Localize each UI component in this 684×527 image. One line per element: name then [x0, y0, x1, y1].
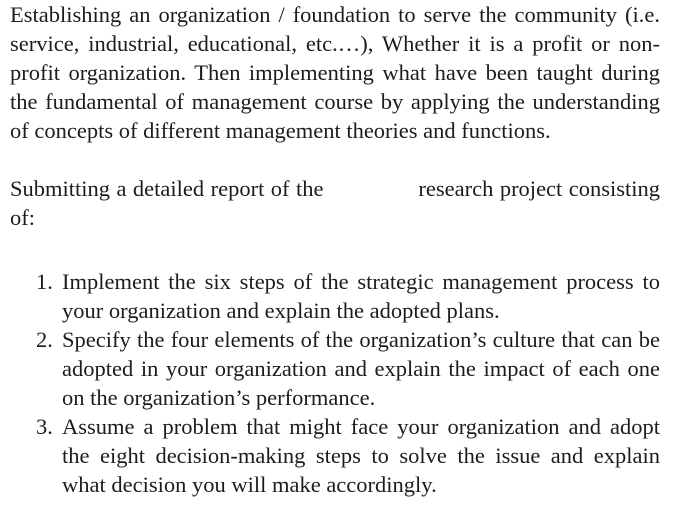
task-number: 3. — [36, 414, 53, 439]
task-text: Specify the four elements of the organization’s culture that can be adopted in your organization and explain the impact of each one on the organization’s performance. — [62, 327, 660, 410]
task-number: 2. — [36, 327, 53, 352]
task-list — [10, 267, 660, 499]
task-item-3 — [10, 412, 660, 499]
task-item-2 — [10, 325, 660, 412]
report-text-before: Submitting a detailed report of the — [10, 176, 324, 201]
task-item-1 — [10, 267, 660, 325]
task-number: 1. — [36, 269, 53, 294]
report-paragraph — [10, 174, 660, 232]
report-text-after: research project consisting of: — [10, 176, 661, 230]
assignment-document — [10, 0, 660, 499]
task-text: Implement the six steps of the strategic management process to your organization and explain the adopted plans. — [62, 269, 660, 323]
task-text: Assume a problem that might face your organization and adopt the eight decision-making steps to solve the issue and explain what decision you will make accordingly. — [62, 414, 660, 497]
intro-paragraph: Establishing an organization / foundation to serve the community (i.e. service, industrial, educational, etc.…), Whether it is a profit or non-profit organization. Then implementing what have been taught during the fundamental of management course by applying the understanding of concepts of different management theories and functions. — [10, 2, 660, 143]
